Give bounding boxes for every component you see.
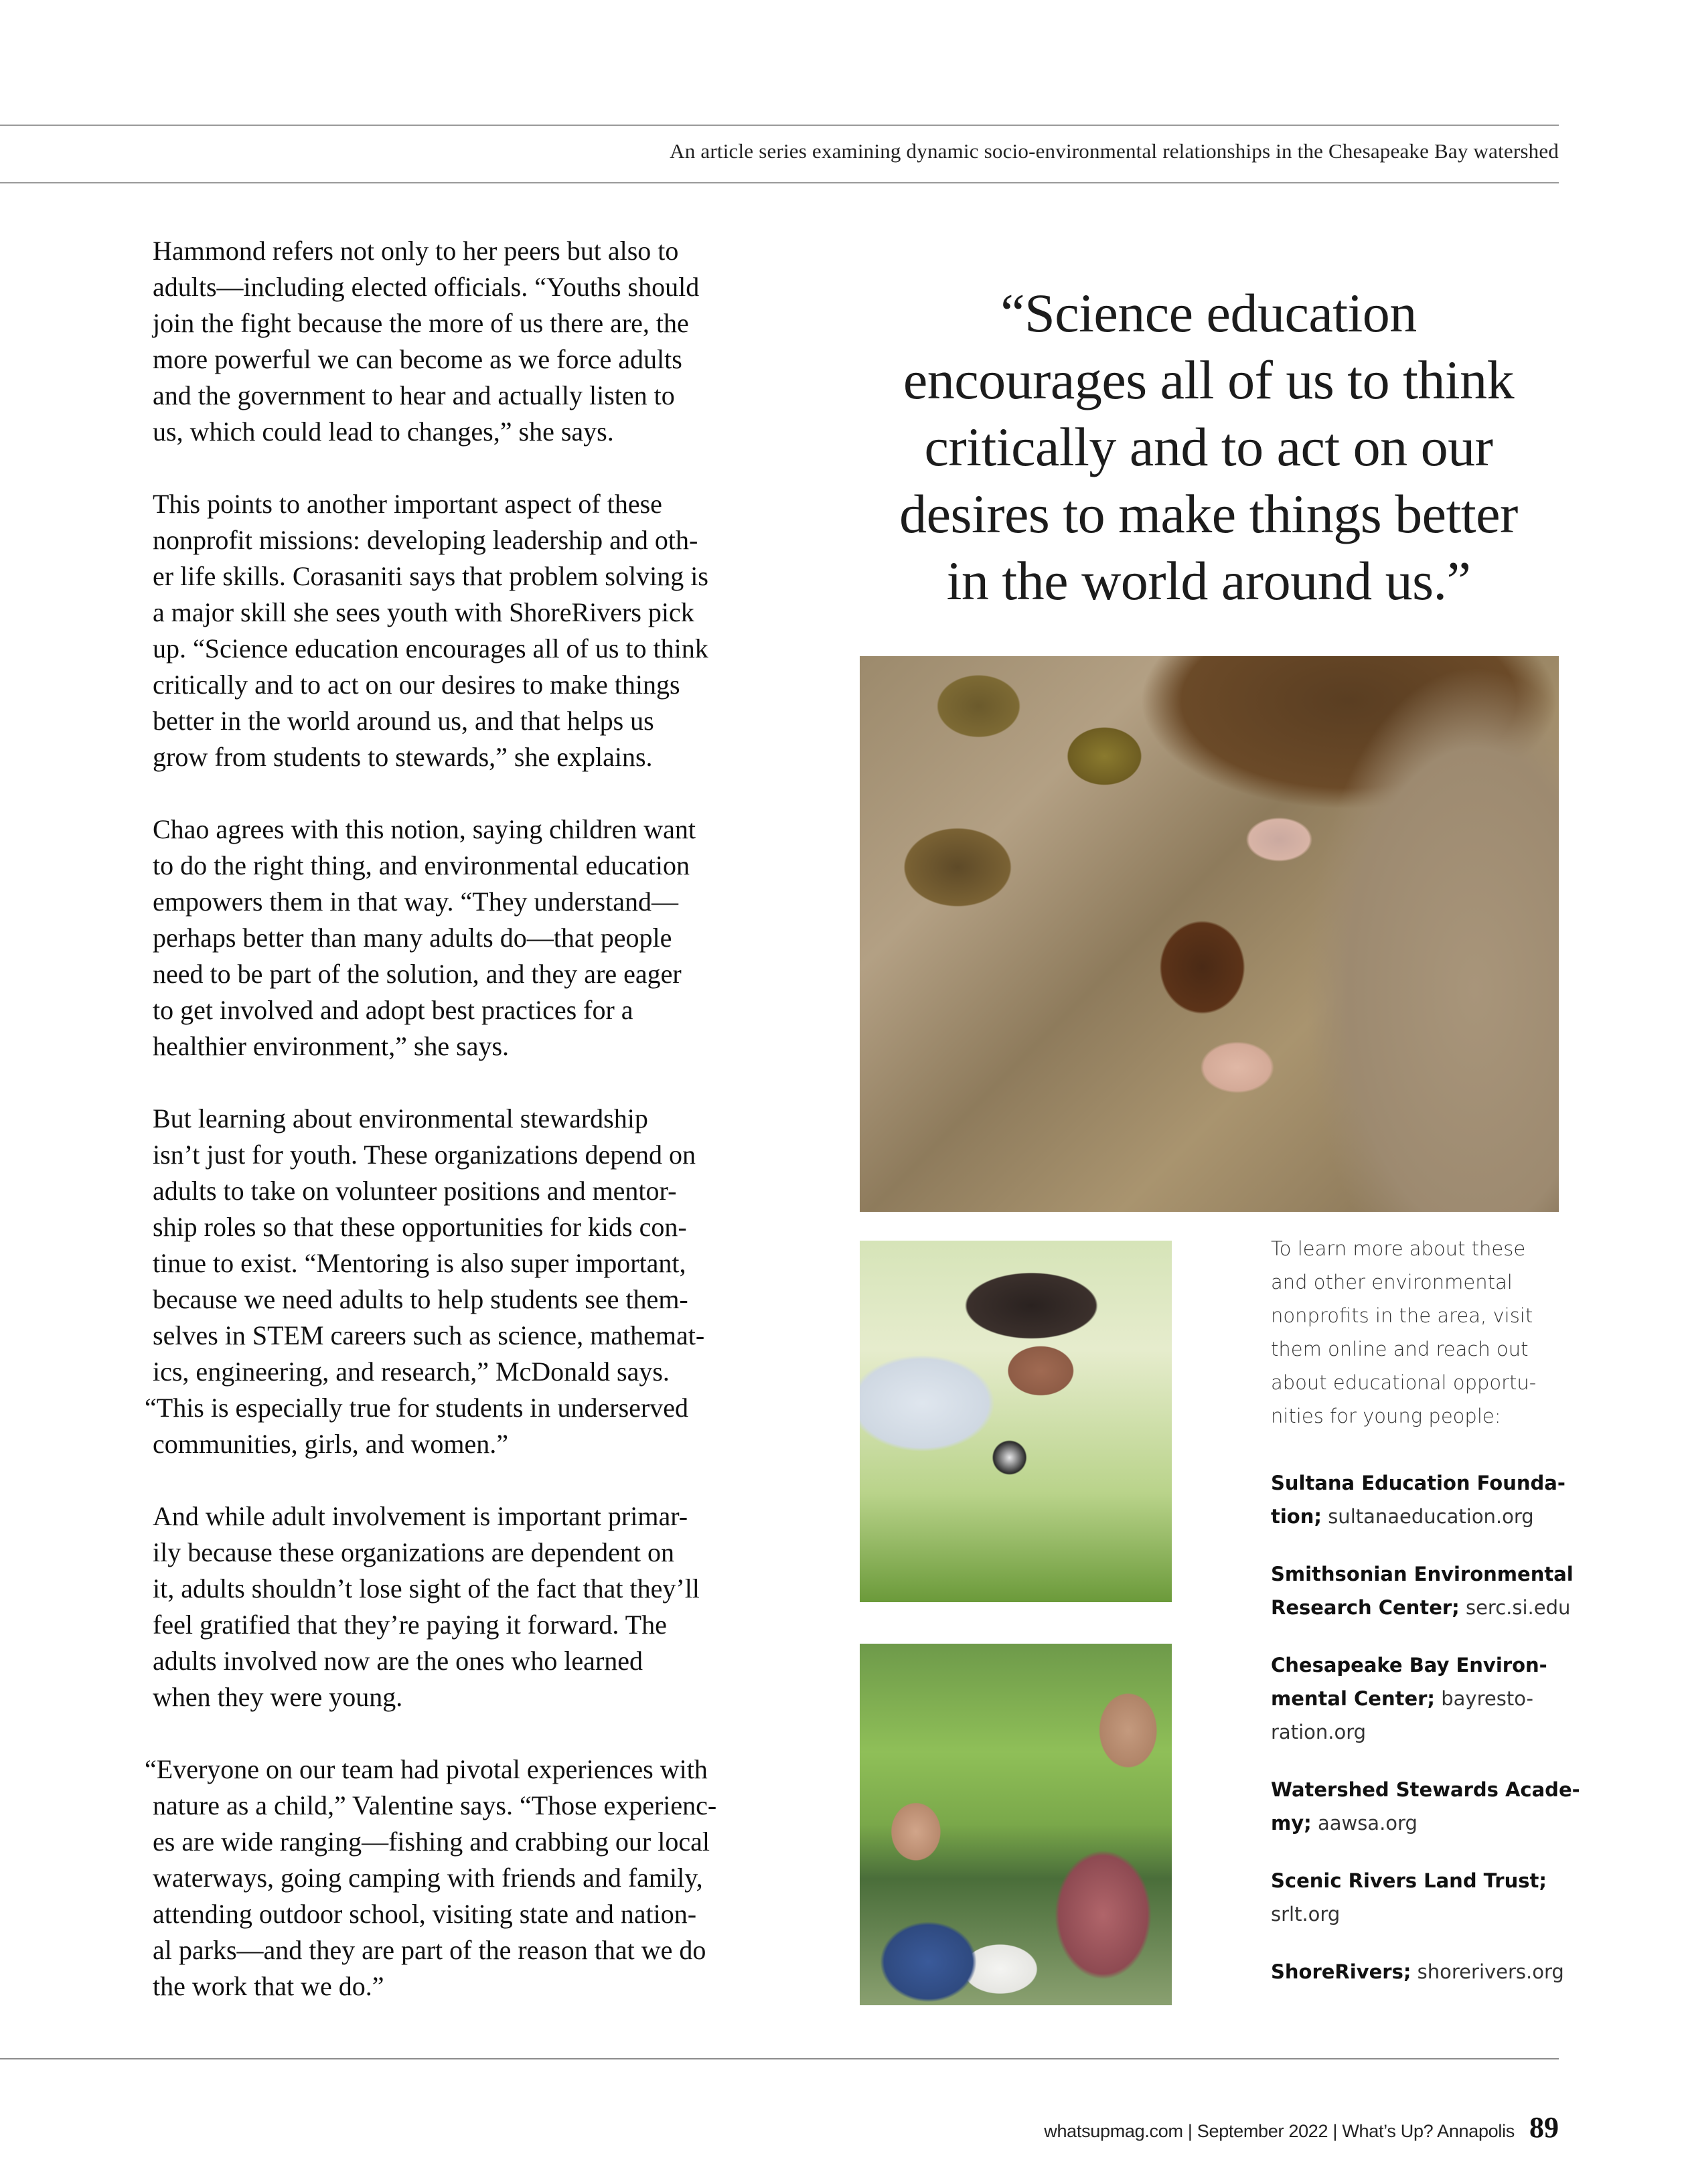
text-line: isn’t just for youth. These organizations depend on	[153, 1140, 696, 1170]
text-line: Hammond refers not only to her peers but also to	[153, 236, 679, 266]
org-entry-smithsonian	[1271, 1557, 1574, 1624]
text-line: us, which could lead to changes,” she says.	[153, 416, 614, 447]
text-line: a major skill she sees youth with ShoreRivers pick	[153, 597, 694, 627]
text-line: nature as a child,” Valentine says. “Those experienc-	[153, 1790, 717, 1820]
org-name: my;	[1271, 1812, 1312, 1835]
text-line: adults—including elected officials. “Youths should	[153, 272, 700, 302]
page-number: 89	[1529, 2111, 1559, 2144]
text-line: communities, girls, and women.”	[153, 1429, 509, 1459]
text-line: to do the right thing, and environmental education	[153, 850, 690, 880]
text-line: al parks—and they are part of the reason that we do	[153, 1935, 706, 1965]
org-url-link[interactable]: ration.org	[1271, 1721, 1367, 1743]
header-rule-bottom	[0, 182, 1559, 183]
text-line: But learning about environmental stewardship	[153, 1103, 648, 1134]
org-url-link[interactable]: serc.si.edu	[1465, 1596, 1571, 1619]
paragraph-3	[153, 811, 795, 1065]
text-line: To learn more about these	[1271, 1237, 1526, 1260]
pull-quote-line: in the world around us.”	[946, 550, 1471, 611]
text-line: perhaps better than many adults do—that people	[153, 923, 672, 953]
text-line: “Everyone on our team had pivotal experiences with	[145, 1754, 708, 1784]
footer-rule	[0, 2058, 1559, 2059]
text-line: the work that we do.”	[153, 1971, 384, 2001]
sidebar-intro	[1271, 1232, 1552, 1433]
text-line: join the fight because the more of us there are, the	[153, 308, 689, 338]
pull-quote	[844, 280, 1574, 615]
text-line: “This is especially true for students in underserved	[145, 1393, 688, 1423]
photo-girl-with-magnifying-glass	[860, 1241, 1172, 1602]
header-rule-top	[0, 125, 1559, 126]
text-line: because we need adults to help students see them-	[153, 1284, 688, 1314]
org-entry-watershed-stewards	[1271, 1773, 1580, 1840]
org-url-link[interactable]: aawsa.org	[1317, 1812, 1418, 1835]
text-line: er life skills. Corasaniti says that problem solving is	[153, 561, 708, 591]
org-name: Scenic Rivers Land Trust;	[1271, 1869, 1547, 1892]
text-line: more powerful we can become as we force adults	[153, 344, 682, 374]
text-line: feel gratified that they’re paying it forward. The	[153, 1610, 667, 1640]
text-line: And while adult involvement is important primar-	[153, 1501, 688, 1531]
text-line: ship roles so that these opportunities for kids con-	[153, 1212, 687, 1242]
text-line: adults involved now are the ones who learned	[153, 1646, 643, 1676]
text-line: up. “Science education encourages all of us to think	[153, 633, 708, 664]
pull-quote-line: desires to make things better	[899, 483, 1518, 544]
text-line: ics, engineering, and research,” McDonald says.	[153, 1356, 670, 1387]
org-entry-sultana	[1271, 1466, 1565, 1533]
text-line: them online and reach out	[1271, 1338, 1529, 1360]
org-url-link[interactable]: bayresto-	[1441, 1687, 1533, 1710]
text-line: when they were young.	[153, 1682, 403, 1712]
text-line: adults to take on volunteer positions and mentor-	[153, 1176, 677, 1206]
paragraph-5	[153, 1498, 795, 1715]
photo-woman-and-child-with-jar	[860, 1644, 1172, 2005]
text-line: it, adults shouldn’t lose sight of the fact that they’ll	[153, 1573, 700, 1604]
org-entry-chesapeake-bay	[1271, 1648, 1552, 1749]
text-line: es are wide ranging—fishing and crabbing our local	[153, 1826, 710, 1857]
text-line: empowers them in that way. “They understand—	[153, 886, 678, 917]
org-entry-shorerivers	[1271, 1955, 1564, 1988]
text-line: Chao agrees with this notion, saying children want	[153, 814, 696, 844]
resources-sidebar	[1271, 1232, 1580, 2013]
org-entry-scenic-rivers	[1271, 1864, 1552, 1931]
text-line: nities for young people:	[1271, 1405, 1501, 1427]
text-line: and other environmental	[1271, 1271, 1513, 1294]
series-tagline: An article series examining dynamic socio-environmental relationships in the Chesapeake Bay watershed	[670, 139, 1559, 163]
org-url-link[interactable]: shorerivers.org	[1417, 1960, 1564, 1983]
text-line: attending outdoor school, visiting state and nation-	[153, 1899, 697, 1929]
pull-quote-line: critically and to act on our	[924, 416, 1493, 477]
text-line: need to be part of the solution, and they are eager	[153, 959, 682, 989]
org-url-link[interactable]: srlt.org	[1271, 1903, 1341, 1926]
paragraph-1	[153, 233, 795, 450]
paragraph-4	[145, 1101, 795, 1462]
pull-quote-line: “Science education	[1000, 283, 1417, 343]
text-line: tinue to exist. “Mentoring is also super important,	[153, 1248, 686, 1278]
text-line: This points to another important aspect of these	[153, 489, 662, 519]
paragraph-6	[145, 1751, 795, 2005]
text-line: better in the world around us, and that helps us	[153, 706, 654, 736]
org-name: Sultana Education Founda-	[1271, 1472, 1565, 1494]
text-line: to get involved and adopt best practices for a	[153, 995, 633, 1025]
photo-child-holding-rock-in-stream	[860, 656, 1559, 1212]
text-line: healthier environment,” she says.	[153, 1031, 510, 1061]
page-footer	[1044, 2110, 1559, 2144]
org-name: Watershed Stewards Acade-	[1271, 1778, 1580, 1801]
text-line: ily because these organizations are dependent on	[153, 1537, 674, 1567]
text-line: and the government to hear and actually listen to	[153, 380, 675, 410]
text-line: critically and to act on our desires to make things	[153, 670, 680, 700]
text-line: waterways, going camping with friends and family,	[153, 1863, 703, 1893]
paragraph-2	[153, 486, 795, 775]
org-name: mental Center;	[1271, 1687, 1436, 1710]
text-line: nonprofits in the area, visit	[1271, 1304, 1533, 1327]
footer-credits: whatsupmag.com | September 2022 | What’s Up? Annapolis	[1044, 2121, 1515, 2141]
article-body	[145, 233, 795, 2041]
org-name: Research Center;	[1271, 1596, 1460, 1619]
org-name: ShoreRivers;	[1271, 1960, 1411, 1983]
text-line: nonprofit missions: developing leadership and oth-	[153, 525, 698, 555]
text-line: about educational opportu-	[1271, 1371, 1537, 1394]
org-name: Smithsonian Environmental	[1271, 1563, 1574, 1585]
org-url-link[interactable]: sultanaeducation.org	[1328, 1505, 1534, 1528]
text-line: grow from students to stewards,” she explains.	[153, 742, 653, 772]
pull-quote-line: encourages all of us to think	[903, 349, 1515, 410]
text-line: selves in STEM careers such as science, mathemat-	[153, 1320, 705, 1350]
org-name: tion;	[1271, 1505, 1322, 1528]
org-name: Chesapeake Bay Environ-	[1271, 1654, 1547, 1676]
